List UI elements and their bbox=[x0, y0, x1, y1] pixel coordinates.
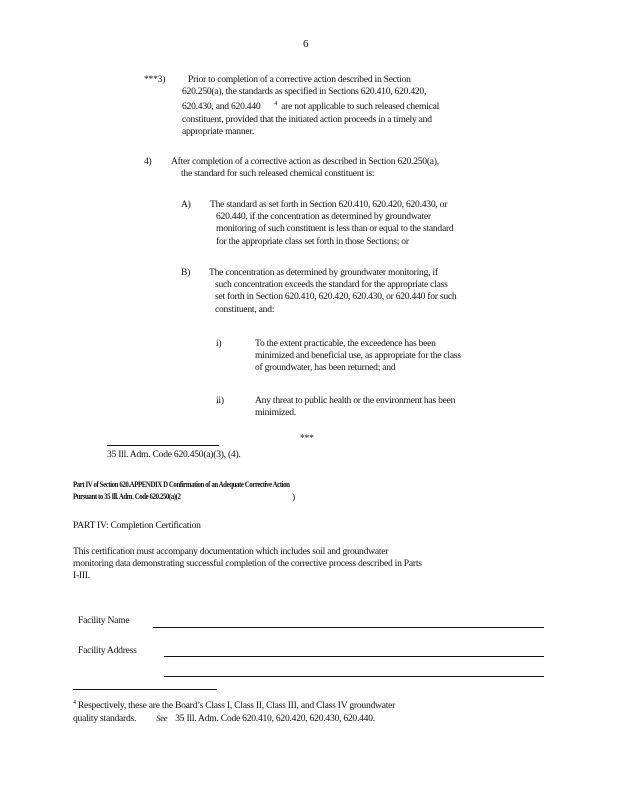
item-b-text bbox=[209, 267, 456, 316]
item-a-text bbox=[210, 199, 453, 248]
item-a-marker: A) bbox=[181, 199, 191, 210]
item-3-line: 620.250(a), the standards as specified in Sections 620.410, 620.420, bbox=[182, 86, 427, 98]
part-title: PART IV: Completion Certification bbox=[73, 520, 201, 531]
certification-line: monitoring data demonstrating successful completion of the corrective process described in Parts bbox=[73, 558, 422, 570]
item-3-text bbox=[182, 74, 439, 138]
item-4-text bbox=[171, 156, 439, 180]
item-i-line: To the extent practicable, the exceedence has been bbox=[255, 338, 436, 349]
item-3-line: appropriate manner. bbox=[182, 125, 254, 137]
footnote bbox=[73, 697, 395, 725]
part-header-line-2: Pursuant to 35 Ill. Adm. Code 620.250(a)(2 bbox=[73, 492, 181, 501]
certification-line: I-III. bbox=[73, 570, 90, 582]
citation: 35 Ill. Adm. Code 620.450(a)(3), (4). bbox=[107, 449, 241, 460]
item-4-line: After completion of a corrective action as described in Section 620.250(a), bbox=[171, 156, 439, 167]
footnote-separator bbox=[73, 689, 217, 690]
item-a-line: The standard as set forth in Section 620.410, 620.420, 620.430, or bbox=[210, 199, 448, 210]
facility-address-field[interactable] bbox=[164, 656, 544, 657]
item-i-line: minimized and beneficial use, as appropriate for the class bbox=[255, 350, 461, 362]
item-3-line: Prior to completion of a corrective action described in Section bbox=[188, 74, 411, 85]
item-3-marker: ***3) bbox=[144, 74, 166, 85]
facility-address-field-2[interactable] bbox=[164, 676, 544, 677]
item-i-marker: i) bbox=[216, 338, 222, 349]
section-stars: *** bbox=[300, 433, 314, 444]
part-header-paren: ) bbox=[292, 492, 295, 503]
item-b-line: set forth in Section 620.410, 620.420, 620.430, or 620.440 for such bbox=[215, 291, 457, 303]
footnote-ref[interactable]: 4 bbox=[274, 101, 278, 108]
item-a-line: monitoring of such constituent is less than or equal to the standard bbox=[216, 223, 454, 235]
item-i-text bbox=[255, 338, 461, 375]
footnote-line-2: quality standards. See 35 Ill. Adm. Code 620.410, 620.420, 620.430, 620.440. bbox=[73, 713, 375, 725]
item-a-line: for the appropriate class set forth in those Sections; or bbox=[216, 235, 409, 247]
item-b-line: constituent, and: bbox=[215, 303, 275, 315]
part-header-line-1: Part IV of Section 620.APPENDIX D Confirmation of an Adequate Corrective Action bbox=[73, 480, 290, 489]
item-4-marker: 4) bbox=[144, 156, 152, 167]
footnote-line-1: $^4$ Respectively, these are the Board’s Class I, Class II, Class III, and Class IV groundwater bbox=[73, 700, 396, 711]
item-ii-line: minimized. bbox=[255, 407, 296, 419]
item-ii-line: Any threat to public health or the environment has been bbox=[255, 395, 456, 406]
item-b-marker: B) bbox=[181, 267, 191, 278]
divider bbox=[107, 445, 219, 446]
item-ii-marker: ii) bbox=[216, 395, 224, 406]
certification-line: This certification must accompany documentation which includes soil and groundwater bbox=[73, 546, 389, 557]
certification-text bbox=[73, 546, 422, 583]
footnote-number: 4 bbox=[73, 700, 76, 706]
page-number: 6 bbox=[303, 38, 309, 50]
item-3-line: constituent, provided that the initiated action proceeds in a timely and bbox=[182, 113, 432, 125]
item-b-line: such concentration exceeds the standard for the appropriate class bbox=[215, 279, 448, 291]
item-ii-text bbox=[255, 395, 455, 419]
item-a-line: 620.440, if the concentration as determined by groundwater bbox=[216, 211, 431, 223]
item-4-line: the standard for such released chemical constituent is: bbox=[181, 168, 375, 180]
item-3-line: 620.430, and 620.440 $^4$ are not applicable to such released chemical bbox=[182, 101, 440, 113]
item-i-line: of groundwater, has been returned; and bbox=[255, 362, 396, 374]
facility-name-field[interactable] bbox=[153, 627, 544, 628]
footnote-see: See bbox=[156, 713, 168, 724]
facility-address-label: Facility Address bbox=[78, 645, 137, 656]
facility-name-label: Facility Name bbox=[78, 615, 130, 626]
item-b-line: The concentration as determined by groundwater monitoring, if bbox=[209, 267, 438, 278]
